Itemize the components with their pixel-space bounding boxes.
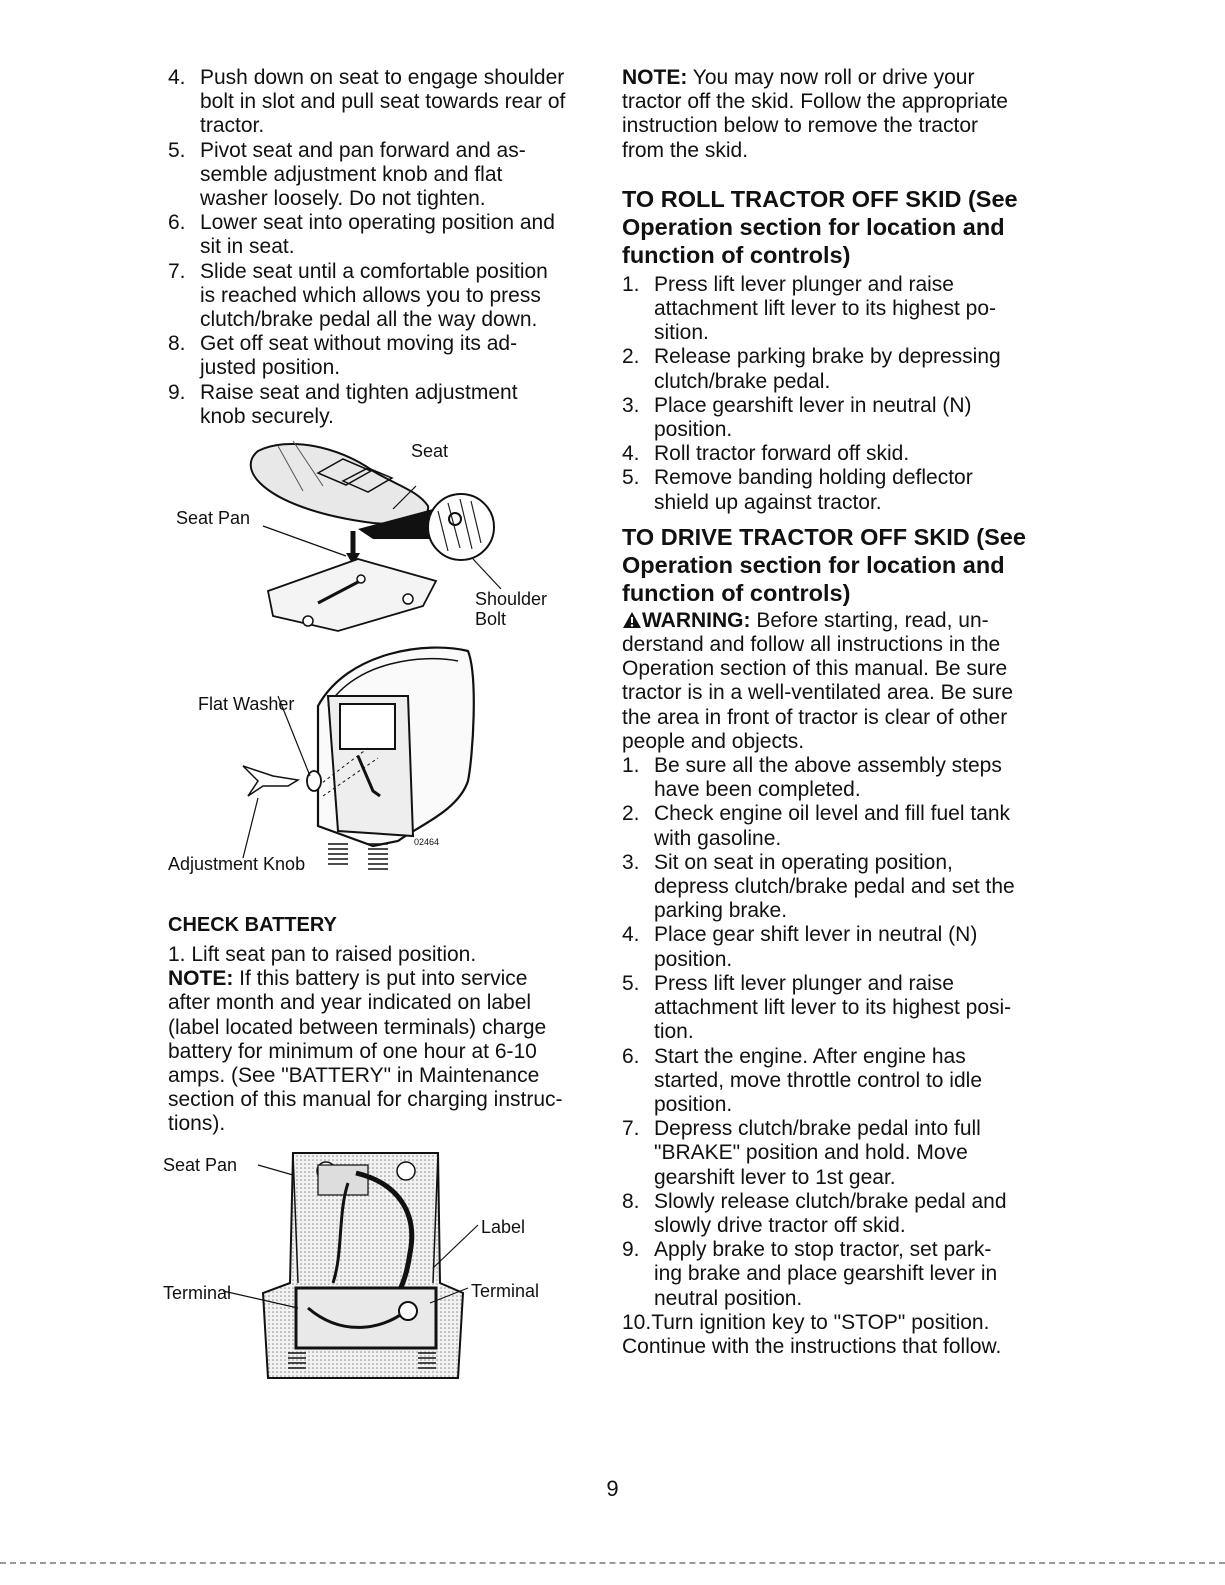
shoulder-label: Shoulder bbox=[475, 589, 548, 610]
seat-figure bbox=[168, 431, 598, 636]
right-column bbox=[622, 66, 1062, 1359]
list-item: 7. Depress clutch/brake pedal into full "BRAKE" position and hold. Move gearshift lever to 1st gear. bbox=[622, 1117, 981, 1189]
page-bottom-divider bbox=[0, 1562, 1225, 1564]
closing-text: Continue with the instructions that follow. bbox=[622, 1334, 1002, 1358]
list-item: 3. Place gearshift lever in neutral (N) position. bbox=[622, 393, 972, 442]
battery-note: NOTE: If this battery is put into service after month and year indicated on label (label located between terminals) charge battery for minimum of one hour at 6-10 amps. (See "BATTERY" in Maintenance section of this manual for charging instruc- tions). bbox=[168, 967, 563, 1136]
list-item: 2. Check engine oil level and fill fuel tank with gasoline. bbox=[622, 802, 1011, 850]
battery-figure bbox=[163, 1143, 598, 1388]
list-item: 5. Press lift lever plunger and raise attachment lift lever to its highest posi- tion. bbox=[622, 971, 1012, 1044]
list-item: 4. Place gear shift lever in neutral (N) position. bbox=[622, 923, 978, 971]
adjustment-knob-label: Adjustment Knob bbox=[168, 854, 306, 875]
label-label: Label bbox=[481, 1216, 526, 1237]
list-item: 6. Start the engine. After engine has started, move throttle control to idle position. bbox=[622, 1044, 982, 1116]
seat-pan-illustration bbox=[168, 636, 598, 891]
seat-pan-label-2: Seat Pan bbox=[163, 1154, 238, 1175]
list-item: 1. Press lift lever plunger and raise attachment lift lever to its highest po- sition. bbox=[622, 272, 996, 345]
check-battery-heading: CHECK BATTERY bbox=[168, 914, 337, 937]
drive-tractor-heading: TO DRIVE TRACTOR OFF SKID (See Operation section for location and function of controls) bbox=[622, 523, 1026, 606]
list-item: 2. Release parking brake by depressing clutch/brake pedal. bbox=[622, 345, 1001, 393]
seat-pan-label: Seat Pan bbox=[176, 508, 251, 529]
list-item: 8. Get off seat without moving its ad- justed position. bbox=[168, 332, 518, 380]
battery-illustration bbox=[168, 1143, 598, 1388]
seat-steps-list bbox=[168, 66, 598, 429]
list-item: 9. Raise seat and tighten adjustment knob securely. bbox=[168, 380, 518, 428]
left-column bbox=[163, 66, 598, 1388]
warning-triangle-icon bbox=[622, 611, 642, 629]
roll-steps-list bbox=[622, 273, 1062, 515]
list-item: 5. Remove banding holding deflector shield up against tractor. bbox=[622, 466, 973, 514]
terminal-left-label: Terminal bbox=[163, 1282, 232, 1303]
roll-tractor-heading: TO ROLL TRACTOR OFF SKID (See Operation section for location and function of controls) bbox=[622, 185, 1018, 268]
list-item: 7. Slide seat until a comfortable position is reached which allows you to press clutch/brake pedal all the way down. bbox=[168, 259, 548, 332]
list-item: 3. Sit on seat in operating position, depress clutch/brake pedal and set the parking brake. bbox=[622, 850, 1015, 923]
drive-steps-list bbox=[622, 754, 1062, 1311]
terminal-right-label: Terminal bbox=[471, 1280, 540, 1301]
figure-code: 02464 bbox=[414, 837, 440, 848]
list-item: 6. Lower seat into operating position and sit in seat. bbox=[168, 211, 555, 259]
seat-pan-figure bbox=[168, 636, 598, 891]
page-number: 9 bbox=[606, 1476, 619, 1501]
list-item: 5. Pivot seat and pan forward and as- semble adjustment knob and flat washer loosely. Do not tighten. bbox=[168, 138, 526, 211]
list-item: 4. Push down on seat to engage shoulder bolt in slot and pull seat towards rear of tractor. bbox=[168, 66, 566, 138]
skid-note: NOTE: You may now roll or drive your tractor off the skid. Follow the appropriate instruction below to remove the tractor from the skid. bbox=[622, 66, 1008, 162]
final-step: 10.Turn ignition key to "STOP" position. bbox=[622, 1310, 990, 1334]
flat-washer-label: Flat Washer bbox=[198, 694, 295, 715]
seat-label: Seat bbox=[411, 441, 449, 462]
battery-step: 1. Lift seat pan to raised position. bbox=[168, 943, 477, 967]
list-item: 8. Slowly release clutch/brake pedal and slowly drive tractor off skid. bbox=[622, 1189, 1007, 1237]
list-item: 1. Be sure all the above assembly steps have been completed. bbox=[622, 754, 1002, 802]
bolt-label: Bolt bbox=[475, 609, 507, 630]
list-item: 4. Roll tractor forward off skid. bbox=[622, 442, 910, 466]
warning-paragraph: WARNING: Before starting, read, un- derstand and follow all instructions in the Operation section of this manual. Be sure tractor is in a well-ventilated area. Be sure the area in front of tractor is clear of other people and objects. bbox=[622, 608, 1014, 753]
list-item: 9. Apply brake to stop tractor, set park- ing brake and place gearshift lever in neutral position. bbox=[622, 1238, 998, 1310]
